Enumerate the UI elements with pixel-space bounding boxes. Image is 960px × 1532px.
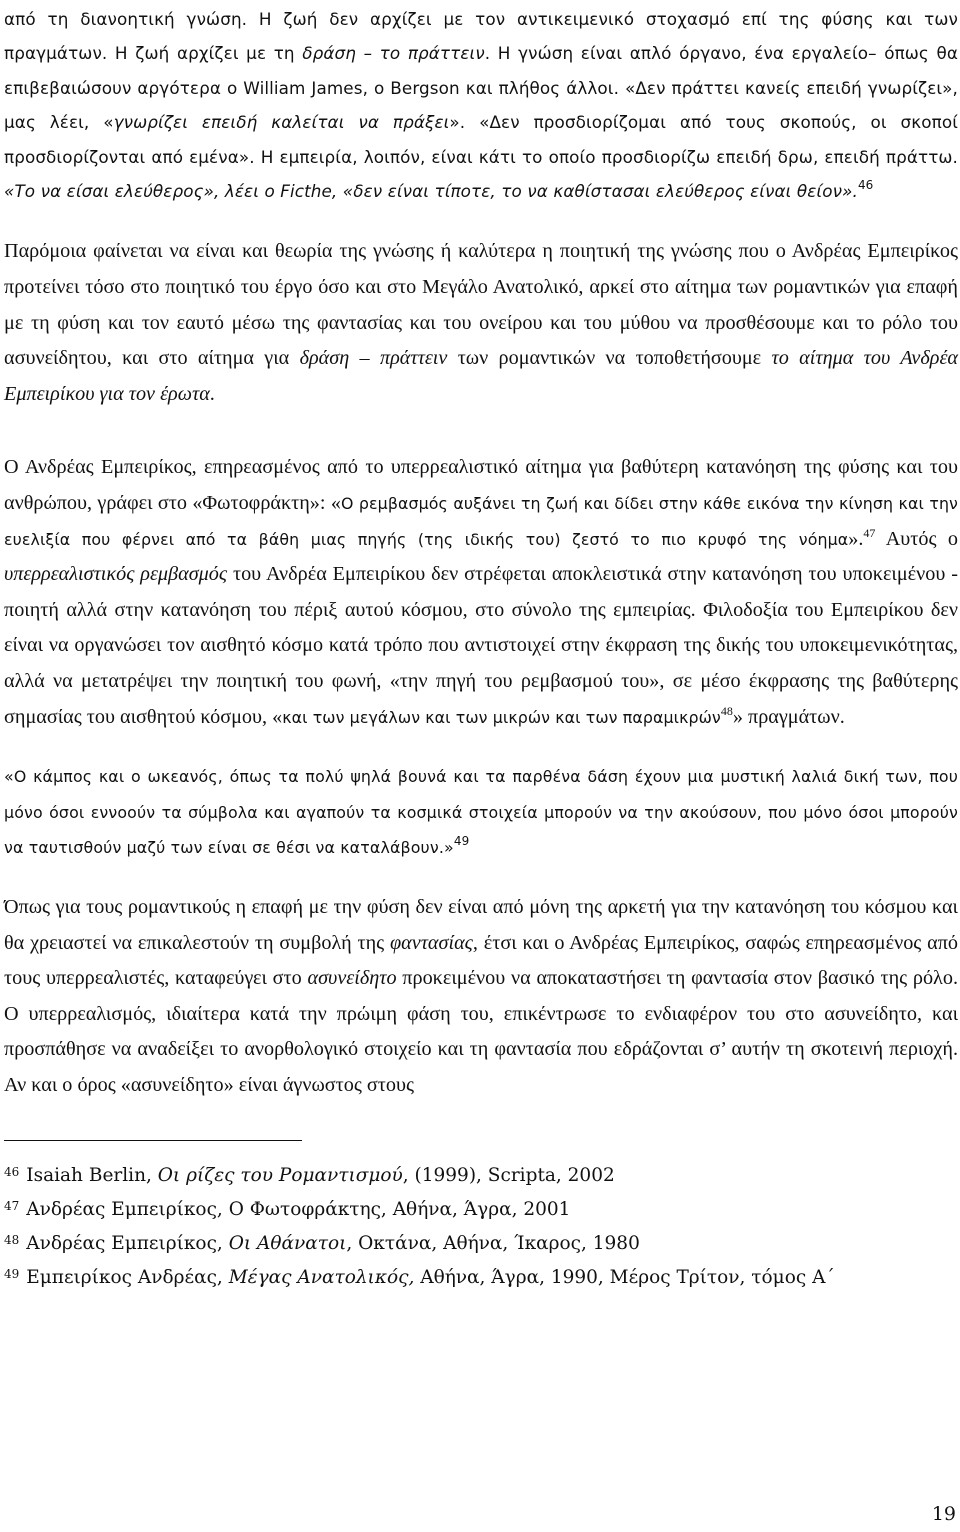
footnote-ref-47[interactable]: 47	[863, 525, 876, 540]
paragraph-4	[4, 890, 958, 1104]
footnote-title: Μέγας Ανατολικός,	[228, 1266, 415, 1288]
text-span: , έτσι και ο Ανδρέας Εμπειρίκος, σαφώς επηρεασμένος από τους υπερρεαλιστές, καταφεύγει στο	[4, 931, 958, 990]
footnote-title: Οι Αθάνατοι	[228, 1232, 347, 1254]
emphasis-text: δράση – το πράττειν	[302, 43, 485, 64]
footnote-ref-46[interactable]: 46	[857, 178, 874, 193]
text-span: » πραγμάτων.	[732, 705, 845, 728]
inline-quote: και των μεγάλων και των μικρών και των παραμικρών	[282, 707, 721, 727]
footnote-number: 48	[4, 1232, 20, 1247]
footnote-49	[4, 1259, 958, 1293]
paragraph-spacer	[4, 208, 958, 234]
footnote-text: Ανδρέας Εμπειρίκος, Ο Φωτοφράκτης, Αθήνα, Άγρα, 2001	[26, 1198, 571, 1220]
footnote-text: Αθήνα, Άγρα, 1990, Μέρος Τρίτον, τόμος Α΄	[414, 1266, 835, 1288]
paragraph-2	[4, 234, 958, 412]
text-span: των ρομαντικών να τοποθετήσουμε	[447, 347, 772, 370]
quote-text: Ο κάμπος και ο ωκεανός, όπως τα πολύ ψηλά βουνά και τα παρθένα δάση έχουν μια μυστική λαλιά δική των, που μόνο όσοι εννοούν τα σύμβολα και αγαπούν τα κοσμικά στοιχεία μπορούν να την ακούσουν, που μόνο όσοι μπορούν να ταυτισθούν μαζύ των είναι σε θέσι να καταλάβουν.	[4, 767, 958, 858]
footnote-47	[4, 1191, 958, 1225]
emphasis-text: υπερρεαλιστικός ρεμβασμός	[4, 563, 228, 586]
text-span: .	[209, 382, 215, 405]
text-span: από τη διανοητική γνώση. Η ζωή δεν αρχίζει με τον αντικειμενικό στοχασμό επί της φύσης και των πραγμάτων. Η ζωή αρχίζει με τη	[4, 9, 958, 64]
text-span: Ο Ανδρέας Εμπειρίκος, επηρεασμένος από το υπερρεαλιστικό αίτημα για βαθύτερη κατανόηση της φύσης και του ανθρώπου, γράφει στο «Φωτοφράκτη»: «	[4, 456, 958, 514]
text-span: Όπως για τους ρομαντικούς η επαφή με την φύση δεν είναι από μόνη της αρκετή για την κατανόηση του κόσμου και θα χρειαστεί να επικαλεστούν τη συμβολή της	[4, 895, 958, 954]
text-span: . Η γνώση είναι απλό όργανο, ένα εργαλείο– όπως θα επιβεβαιώσουν αργότερα ο William James, ο Bergson και πλήθος άλλοι. «Δεν πράττει κανείς επειδή γνωρίζει», μας λέει, «	[4, 43, 958, 133]
emphasis-text: φαντασίας	[389, 931, 473, 954]
footnote-text: Isaiah Berlin,	[26, 1164, 158, 1186]
paragraph-spacer	[4, 412, 958, 450]
paragraph-1	[4, 2, 958, 208]
emphasis-text: το αίτημα του Ανδρέα Εμπειρίκου για τον έρωτα	[4, 347, 958, 405]
text-span: Αυτός ο	[875, 527, 958, 550]
paragraph-3	[4, 450, 958, 735]
emphasis-text: δράση – πράττειν	[299, 347, 448, 370]
inline-quote: Ο ρεμβασμός αυξάνει τη ζωή και δίδει στην κάθε εικόνα την κίνηση και την ευελιξία που φέρνει από τα βάθη μιας πηγής (της ιδικής του) ζεστό το πιο κρυφό της νόημα	[4, 494, 958, 549]
footnote-text: , Οκτάνα, Αθήνα, Ίκαρος, 1980	[346, 1232, 640, 1254]
footnotes	[4, 1157, 958, 1293]
page-number: 19	[931, 1503, 956, 1525]
quote-mark: »	[444, 838, 454, 858]
text-span: ».	[848, 527, 864, 550]
footnote-title: Οι ρίζες του Ρομαντισμού	[157, 1164, 403, 1186]
footnote-ref-48[interactable]: 48	[720, 703, 733, 718]
paragraph-spacer	[4, 866, 958, 890]
emphasis-text: γνωρίζει επειδή καλείται να πράξει	[113, 112, 450, 133]
footnote-46	[4, 1157, 958, 1191]
footnote-text: Εμπειρίκος Ανδρέας,	[26, 1266, 229, 1288]
emphasis-text: ασυνείδητο	[307, 967, 397, 990]
paragraph-spacer	[4, 735, 958, 759]
footnote-ref-49[interactable]: 49	[453, 834, 470, 849]
text-span: Παρόμοια φαίνεται να είναι και θεωρία της γνώσης ή καλύτερα η ποιητική της γνώσης που ο Ανδρέας Εμπειρίκος προτείνει τόσο στο ποιητικό του έργο όσο και στο Μεγάλο Ανατολικό, αρκεί στο αίτημα των ρομαντικών για επαφή με τη φύση και τον εαυτό μέσω της φαντασίας και του ονείρου και του μύθου να προσθέσουμε και το ρόλο του ασυνείδητου, και στο αίτημα για	[4, 240, 958, 370]
footnote-number: 47	[4, 1198, 20, 1213]
footnote-number: 49	[4, 1266, 20, 1281]
text-span: του Ανδρέα Εμπειρίκου δεν στρέφεται αποκλειστικά στην κατανόηση του υποκειμένου - ποιητή αλλά στην κατανόηση του πέριξ αυτού κόσμου, στο σύνολο της εμπειρίας. Φιλοδοξία του Εμπειρίκου δεν είναι να οργανώσει τον αισθητό κόσμο κατά τρόπο που αντιστοιχεί στην έκφραση της δικής του υποκειμενικότητας, αλλά να μετατρέψει την ποιητική του φωνή, «την πηγή του ρεμβασμού του», σε μέσο έκφρασης της βαθύτερης σημασίας του αισθητού κόσμου, «	[4, 563, 958, 728]
footnote-text: Ανδρέας Εμπειρίκος,	[26, 1232, 229, 1254]
footnote-text: , (1999), Scripta, 2002	[402, 1164, 615, 1186]
block-quote	[4, 759, 958, 866]
footnote-number: 46	[4, 1164, 20, 1179]
quote-mark: «	[4, 767, 14, 787]
text-span: ». «Δεν προσδιορίζομαι από τους σκοπούς, οι σκοποί προσδιορίζονται από εμένα». Η εμπειρία, λοιπόν, είναι κάτι το οποίο προσδιορίζω επειδή δρω, επειδή πράττω.	[4, 112, 958, 167]
footnote-48	[4, 1225, 958, 1259]
text-span: προκειμένου να αποκαταστήσει τη φαντασία στον βασικό της ρόλο. Ο υπερρεαλισμός, ιδιαίτερα κατά την πρώιμη φάση του, επικέντρωσε το ενδιαφέρον του στο ασυνείδητο, και προσπάθησε να αναδείξει το ανορθολογικό στοιχείο και τη φαντασία που εδράζονται σ’ αυτήν τη σκοτεινή περιοχή. Αν και ο όρος «ασυνείδητο» είναι άγνωστος στους	[4, 967, 958, 1096]
footnote-separator	[4, 1140, 302, 1141]
emphasis-text: «Το να είσαι ελεύθερος», λέει ο Ficthe, «δεν είναι τίποτε, το να καθίστασαι ελεύθερος είναι θείον».	[4, 181, 858, 202]
